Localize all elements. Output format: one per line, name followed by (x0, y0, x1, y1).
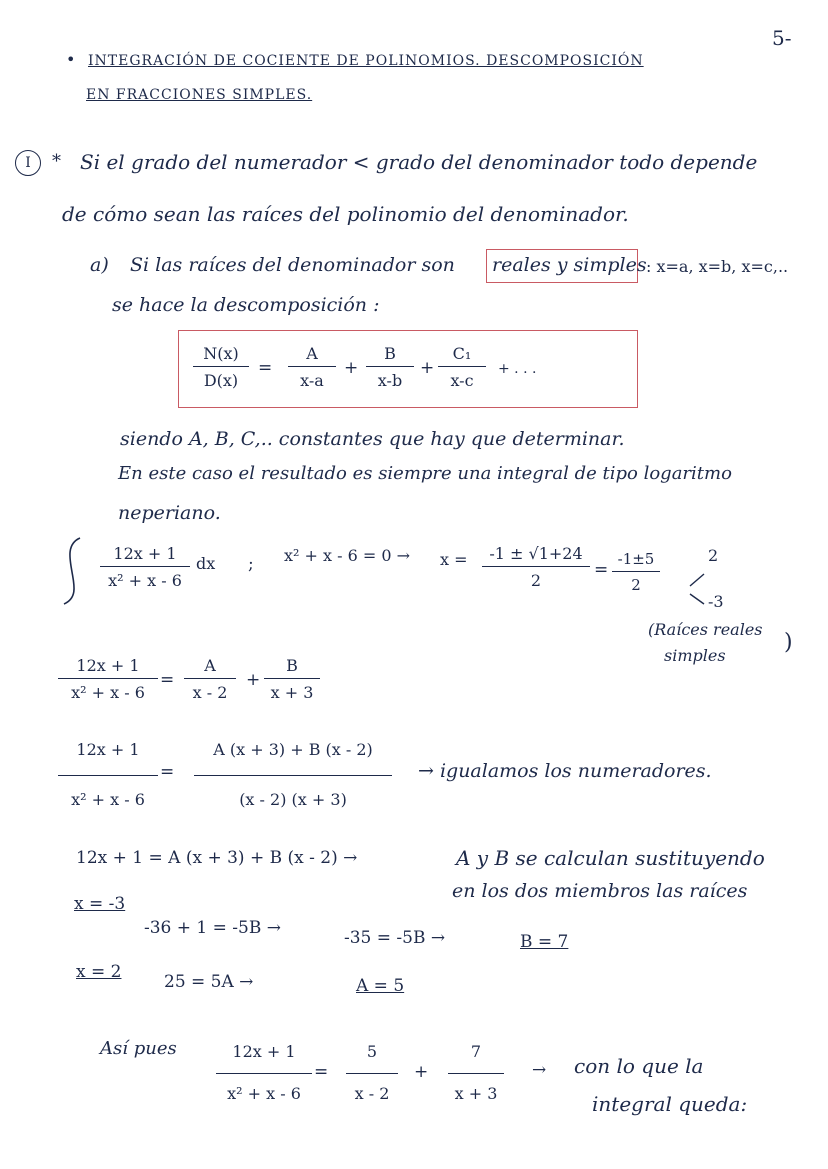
formula-term-a: $\frac{A}{x-a}$ (288, 344, 336, 390)
final-eq: = (314, 1062, 329, 1082)
star-bullet: * (52, 151, 61, 172)
heading-line1: INTEGRACIÓN DE COCIENTE DE POLINOMIOS. DESCOMPOSICIÓN (88, 53, 644, 69)
integral-sign (64, 538, 80, 604)
final-term-b: $\frac{7}{x + 3}$ (448, 1042, 504, 1103)
formula-tail: + . . . (498, 361, 537, 377)
example-eq2: = (594, 560, 609, 580)
case-a-text: Si las raíces del denominador son (130, 254, 455, 276)
example-dx: dx (196, 554, 216, 573)
decomp-eq: = (160, 670, 175, 690)
sub1-step2: -35 = -5B → (344, 928, 446, 948)
numerator-equation: 12x + 1 = A (x + 3) + B (x - 2) → (76, 848, 358, 868)
quadratic-solution: $\frac{-1 \pm √1+24}{2}$ (482, 544, 590, 590)
roots-note-line2: simples (664, 646, 726, 665)
combined-comment: → igualamos los numeradores. (418, 760, 712, 782)
after-line2: En este caso el resultado es siempre una integral de tipo logaritmo (118, 463, 732, 484)
final-plus: + (414, 1062, 429, 1082)
combined-lhs: $\frac{12x + 1}{\text{x² + x - 6}}$ (58, 740, 158, 809)
example-semicolon: ; (248, 554, 254, 574)
formula-plus2: + (420, 358, 435, 378)
root-2: 2 (708, 546, 719, 565)
example-x-eq: x = (440, 550, 468, 569)
case-a-roots: : x=a, x=b, x=c,.. (646, 257, 789, 276)
roots-note-close: ) (784, 630, 793, 655)
sub2-label: x = 2 (76, 962, 122, 982)
root-branch-down (690, 594, 704, 604)
after-line3: neperiano. (118, 502, 221, 524)
decomp-term-b: $\frac{B}{x + 3}$ (264, 656, 320, 702)
roots-note-line1: (Raíces reales (648, 620, 763, 639)
final-comment-line2: integral queda: (592, 1092, 748, 1116)
final-comment-line1: con lo que la (574, 1054, 704, 1078)
formula-eq: = (258, 358, 273, 378)
combined-eq: = (160, 762, 175, 782)
intro-line2: de cómo sean las raíces del polinomio del denominador. (62, 202, 629, 226)
final-arrow: → (532, 1060, 547, 1080)
example-equation: x² + x - 6 = 0 → (284, 546, 411, 565)
sub2-step1: 25 = 5A → (164, 972, 254, 992)
final-prefix: Así pues (100, 1038, 177, 1059)
section-marker: I (15, 150, 41, 176)
after-line1: siendo A, B, C,.. constantes que hay que determinar. (120, 428, 625, 450)
combined-rhs: $\frac{A (x + 3) + B (x - 2)}{(x - 2) (x + 3)}$ (194, 740, 392, 809)
case-a-boxed: reales y simples (492, 254, 647, 276)
sub1-label: x = -3 (74, 894, 126, 914)
sub2-result: A = 5 (356, 976, 405, 996)
case-a-label: a) (90, 254, 109, 276)
sub1-result: B = 7 (520, 932, 569, 952)
decomp-lhs: $\frac{12x + 1}{\text{x² + x - 6}}$ (58, 656, 158, 702)
root-branch-up (690, 574, 704, 586)
quadratic-solution-simplified: $\frac{-1\pm 5}{2}$ (612, 550, 660, 594)
final-term-a: $\frac{5}{x - 2}$ (346, 1042, 398, 1103)
formula-lhs: $\frac{N(x)}{D(x)}$ (193, 344, 249, 390)
case-a-line2: se hace la descomposición : (112, 294, 380, 316)
formula-term-c: $\frac{\text{C₁}}{x-c}$ (438, 344, 486, 390)
heading-line2: EN FRACCIONES SIMPLES. (86, 87, 313, 103)
heading-bullet: • (66, 50, 76, 69)
numerator-comment-line2: en los dos miembros las raíces (452, 880, 748, 902)
decomp-plus: + (246, 670, 261, 690)
root-minus3: -3 (708, 592, 724, 611)
decomp-term-a: $\frac{A}{x - 2}$ (184, 656, 236, 702)
final-lhs: $\frac{12x + 1}{\text{x² + x - 6}}$ (216, 1042, 312, 1103)
numerator-comment-line1: A y B se calculan sustituyendo (456, 846, 765, 870)
formula-plus1: + (344, 358, 359, 378)
sub1-step1: -36 + 1 = -5B → (144, 918, 281, 938)
example-integrand: $\frac{12x + 1}{\text{x² + x - 6}}$ (100, 544, 190, 590)
page-number: 5- (772, 26, 792, 50)
formula-term-b: $\frac{B}{x-b}$ (366, 344, 414, 390)
intro-line1: Si el grado del numerador < grado del denominador todo depende (80, 150, 758, 174)
